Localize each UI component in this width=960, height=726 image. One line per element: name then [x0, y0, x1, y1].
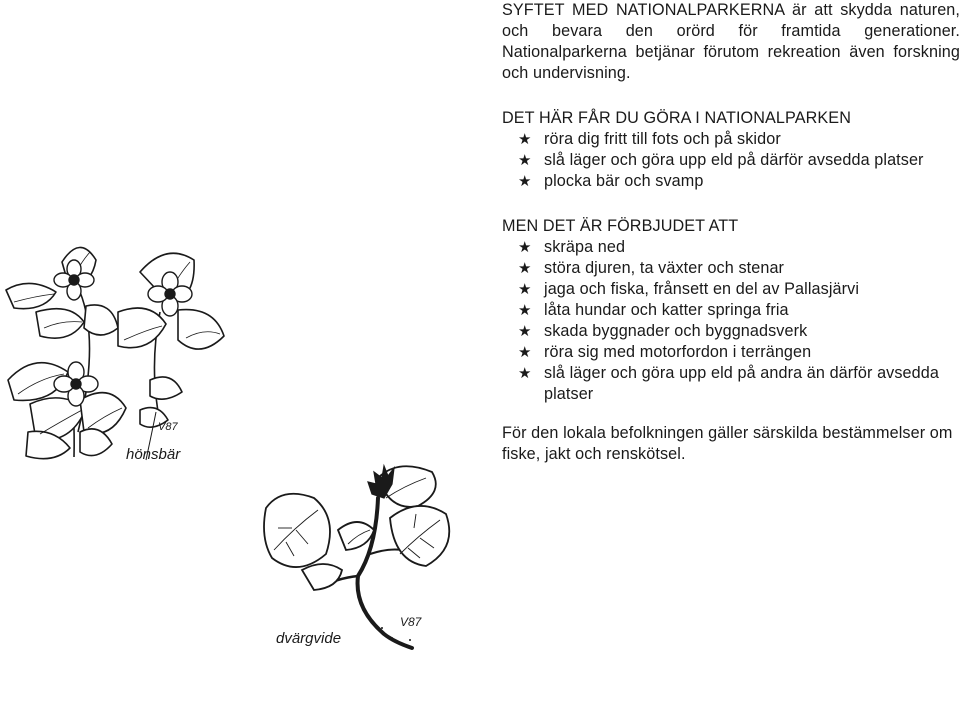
star-icon: ★	[518, 260, 532, 277]
list-item: ★ röra dig fritt till fots och på skidor	[518, 130, 781, 148]
list-item: ★ slå läger och göra upp eld på därför avsedda platser	[518, 151, 924, 169]
dvargvide-signature: V87	[400, 615, 422, 629]
honsbar-signature: V87	[158, 421, 178, 433]
star-icon: ★	[518, 302, 532, 319]
dvargvide-caption: dvärgvide	[276, 630, 342, 647]
star-icon: ★	[518, 131, 532, 148]
allowed-section	[502, 108, 960, 192]
list-item: ★ röra sig med motorfordon i terrängen	[518, 343, 812, 361]
text-column	[502, 0, 960, 465]
allowed-heading: DET HÄR FÅR DU GÖRA I NATIONALPARKEN	[502, 109, 851, 127]
star-icon: ★	[518, 173, 532, 190]
forbidden-heading: MEN DET ÄR FÖRBJUDET ATT	[502, 217, 739, 235]
list-item: ★ jaga och fiska, frånsett en del av Pallasjärvi	[518, 280, 860, 298]
star-icon: ★	[518, 323, 532, 340]
star-icon: ★	[518, 281, 532, 298]
intro-paragraph: SYFTET MED NATIONALPARKERNA är att skydda naturen, och bevara den orörd för framtida generationer. Nationalparkerna betjänar förutom rekreation även forskning och undervisning.	[502, 1, 960, 82]
honsbar-caption: hönsbär	[126, 446, 181, 463]
star-icon: ★	[518, 239, 532, 256]
star-icon: ★	[518, 344, 532, 361]
forbidden-list	[502, 237, 960, 405]
star-icon: ★	[518, 152, 532, 169]
list-item: ★ skräpa ned	[518, 238, 626, 256]
list-item: ★ störa djuren, ta växter och stenar	[518, 259, 785, 277]
list-item: ★ låta hundar och katter springa fria	[518, 301, 789, 319]
star-icon: ★	[518, 365, 532, 382]
list-item: ★ slå läger och göra upp eld på andra än därför avsedda platser	[518, 364, 939, 403]
list-item: ★ plocka bär och svamp	[518, 172, 704, 190]
footer-paragraph: För den lokala befolkningen gäller särskilda bestämmelser om fiske, jakt och renskötsel.	[502, 424, 953, 463]
dvargvide-illustration	[258, 458, 458, 654]
forbidden-section	[502, 216, 960, 405]
list-item: ★ skada byggnader och byggnadsverk	[518, 322, 808, 340]
allowed-list	[502, 129, 960, 192]
honsbar-illustration	[0, 232, 230, 468]
